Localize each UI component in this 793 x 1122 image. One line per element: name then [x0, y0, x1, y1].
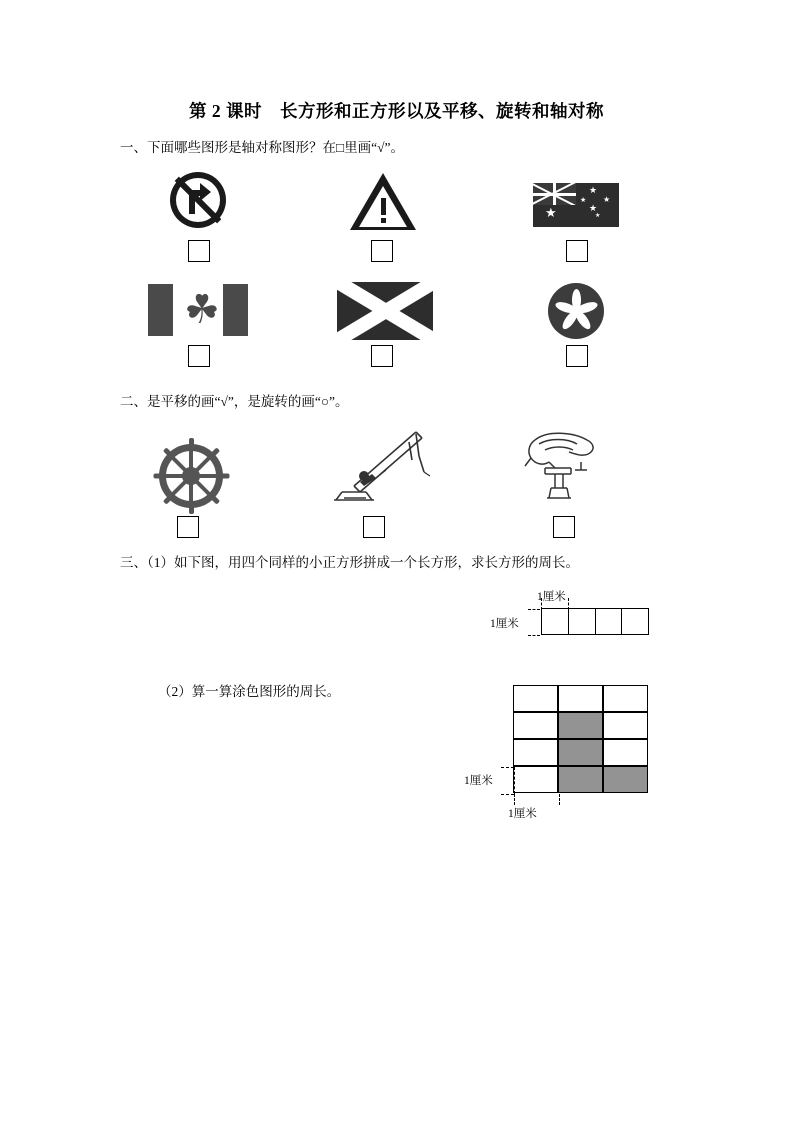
star-alpha-crucis: ★ — [589, 186, 598, 196]
shaded-figure-grid — [514, 686, 649, 794]
grid-cell-shaded — [558, 739, 603, 766]
star-beta-crucis: ★ — [603, 195, 611, 204]
exclamation-bar-icon — [381, 198, 386, 215]
question-3b-text: （2）算一算涂色图形的周长。 — [158, 684, 341, 699]
hand-turning-faucet — [515, 428, 605, 506]
grid-cell — [603, 685, 648, 712]
canada-left-band — [148, 284, 173, 336]
no-right-turn-sign — [170, 172, 230, 232]
grid-cell — [558, 685, 603, 712]
wheel-handle-7 — [153, 474, 165, 479]
flag-field — [148, 284, 248, 336]
rect-dim-tick-right — [568, 598, 569, 610]
star-epsilon-crucis: ★ — [595, 212, 601, 219]
grid-cell — [603, 739, 648, 766]
grid-cell-shaded — [558, 766, 603, 793]
star-delta-crucis: ★ — [580, 196, 587, 204]
flag-field — [337, 282, 433, 340]
answer-box-1[interactable] — [188, 240, 210, 262]
square-cell — [622, 609, 648, 634]
grid-bottom-dimension-label: 1厘米 — [508, 808, 537, 820]
commonwealth-star: ★ — [545, 206, 557, 221]
grid-dim-tick-left2 — [514, 794, 515, 805]
grid-cell — [513, 685, 558, 712]
answer-box-7[interactable] — [177, 516, 199, 538]
grid-left-dimension-label: 1厘米 — [464, 775, 493, 787]
rect-dim-tick-top — [528, 609, 540, 610]
playground-slide — [320, 428, 430, 506]
answer-box-4[interactable] — [188, 345, 210, 367]
rect-top-dimension-label: 1厘米 — [537, 591, 566, 603]
scotland-flag — [337, 282, 433, 340]
grid-cell — [513, 739, 558, 766]
star-gamma-crucis: ★ — [589, 204, 598, 214]
question-2-text: 二、是平移的画“√”，是旋转的画“○”。 — [120, 394, 349, 409]
ship-wheel — [155, 440, 227, 512]
wheel-handle-1 — [189, 438, 194, 450]
answer-box-8[interactable] — [363, 516, 385, 538]
flag-field — [533, 183, 619, 227]
grid-cell — [513, 712, 558, 739]
grid-dim-tick-bottom — [501, 794, 514, 795]
answer-box-2[interactable] — [371, 240, 393, 262]
canada-right-band — [223, 284, 248, 336]
answer-box-5[interactable] — [371, 345, 393, 367]
rect-dim-tick-bottom — [528, 635, 540, 636]
grid-cell — [513, 766, 558, 793]
page-title: 第 2 课时 长方形和正方形以及平移、旋转和轴对称 — [189, 101, 604, 121]
grid-dim-edge-left — [514, 767, 515, 794]
hong-kong-bauhinia-emblem — [548, 283, 606, 341]
grid-dim-tick-right2 — [559, 794, 560, 805]
grid-cell — [603, 712, 648, 739]
wheel-handle-3 — [217, 474, 229, 479]
question-1-text: 一、下面哪些图形是轴对称图形？在□里画“√”。 — [120, 140, 405, 155]
wheel-handle-5 — [189, 502, 194, 514]
rectangle-four-squares — [541, 608, 649, 635]
square-cell — [542, 609, 569, 634]
grid-dim-tick-top — [501, 767, 514, 768]
exclamation-dot-icon — [381, 218, 386, 223]
square-cell — [596, 609, 623, 634]
slide-drawing — [320, 428, 430, 506]
faucet-drawing — [515, 428, 605, 506]
rect-left-dimension-label: 1厘米 — [490, 618, 519, 630]
union-jack-canton — [533, 183, 576, 205]
answer-box-3[interactable] — [566, 240, 588, 262]
maple-leaf-icon: ☘ — [184, 287, 220, 333]
australia-flag — [533, 183, 623, 229]
grid-cell-shaded — [558, 712, 603, 739]
rect-dim-tick-left — [541, 598, 542, 610]
question-3-text: 三、（1）如下图，用四个同样的小正方形拼成一个长方形，求长方形的周长。 — [120, 555, 579, 570]
square-cell — [569, 609, 596, 634]
arrow-head-icon — [200, 183, 211, 201]
grid-cell-shaded — [603, 766, 648, 793]
answer-box-6[interactable] — [566, 345, 588, 367]
warning-triangle-sign — [350, 172, 420, 232]
wheel-hub — [182, 467, 200, 485]
answer-box-9[interactable] — [553, 516, 575, 538]
canada-flag — [148, 284, 252, 338]
